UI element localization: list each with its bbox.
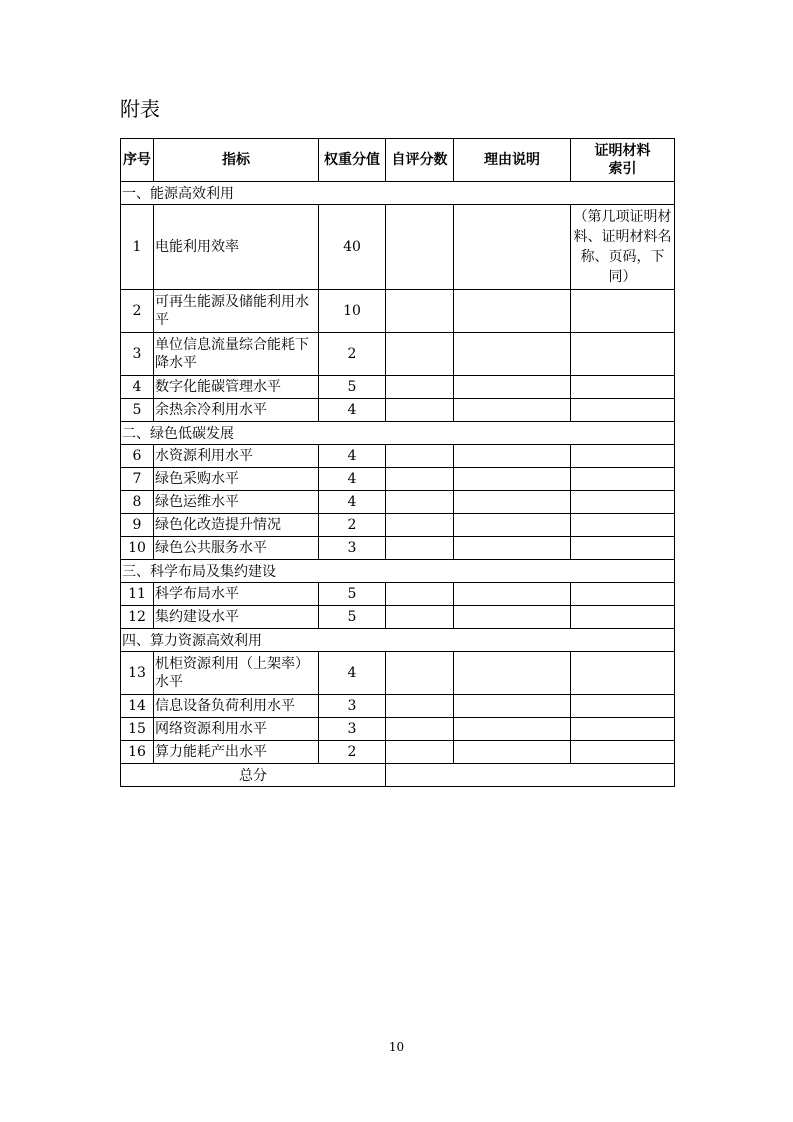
self-score-cell[interactable]	[386, 514, 454, 537]
table-row	[121, 652, 675, 695]
section-label: 四、算力资源高效利用	[121, 629, 675, 652]
section-label: 一、能源高效利用	[121, 182, 675, 205]
weight-value: 3	[319, 718, 386, 741]
reason-cell[interactable]	[454, 399, 571, 422]
table-row	[121, 491, 675, 514]
evidence-cell[interactable]	[571, 290, 675, 333]
weight-value: 2	[319, 741, 386, 764]
evidence-cell[interactable]	[571, 399, 675, 422]
header-indicator: 指标	[154, 139, 319, 182]
indicator-name: 集约建设水平	[154, 606, 319, 629]
weight-value: 40	[319, 205, 386, 290]
header-reason: 理由说明	[454, 139, 571, 182]
indicator-name: 单位信息流量综合能耗下降水平	[154, 333, 319, 376]
indicator-name: 网络资源利用水平	[154, 718, 319, 741]
weight-value: 3	[319, 695, 386, 718]
self-score-cell[interactable]	[386, 290, 454, 333]
header-evidence-line2: 索引	[608, 161, 637, 177]
weight-value: 5	[319, 583, 386, 606]
row-number: 16	[121, 741, 154, 764]
evidence-cell[interactable]	[571, 652, 675, 695]
page-title: 附表	[120, 97, 160, 121]
indicator-name: 绿色化改造提升情况	[154, 514, 319, 537]
indicator-name: 绿色运维水平	[154, 491, 319, 514]
reason-cell[interactable]	[454, 514, 571, 537]
table-row	[121, 741, 675, 764]
reason-cell[interactable]	[454, 290, 571, 333]
self-score-cell[interactable]	[386, 399, 454, 422]
indicator-name: 水资源利用水平	[154, 445, 319, 468]
indicator-name: 绿色公共服务水平	[154, 537, 319, 560]
evidence-cell[interactable]	[571, 741, 675, 764]
evidence-cell[interactable]	[571, 537, 675, 560]
section-row	[121, 560, 675, 583]
self-score-cell[interactable]	[386, 537, 454, 560]
weight-value: 5	[319, 376, 386, 399]
total-label: 总分	[121, 764, 386, 787]
table-row	[121, 606, 675, 629]
weight-value: 5	[319, 606, 386, 629]
self-score-cell[interactable]	[386, 583, 454, 606]
weight-value: 4	[319, 652, 386, 695]
weight-value: 2	[319, 333, 386, 376]
self-score-cell[interactable]	[386, 491, 454, 514]
indicator-name: 余热余冷利用水平	[154, 399, 319, 422]
table-row	[121, 583, 675, 606]
reason-cell[interactable]	[454, 468, 571, 491]
reason-cell[interactable]	[454, 741, 571, 764]
row-number: 1	[121, 205, 154, 290]
evidence-cell[interactable]	[571, 333, 675, 376]
weight-value: 3	[319, 537, 386, 560]
row-number: 4	[121, 376, 154, 399]
reason-cell[interactable]	[454, 652, 571, 695]
weight-value: 4	[319, 445, 386, 468]
reason-cell[interactable]	[454, 491, 571, 514]
evidence-cell[interactable]	[571, 445, 675, 468]
row-number: 3	[121, 333, 154, 376]
weight-value: 4	[319, 468, 386, 491]
table-row	[121, 468, 675, 491]
total-row	[121, 764, 675, 787]
indicator-name: 科学布局水平	[154, 583, 319, 606]
weight-value: 4	[319, 399, 386, 422]
table-row	[121, 445, 675, 468]
table-row	[121, 205, 675, 290]
indicator-name: 算力能耗产出水平	[154, 741, 319, 764]
row-number: 2	[121, 290, 154, 333]
table-row	[121, 376, 675, 399]
indicator-name: 信息设备负荷利用水平	[154, 695, 319, 718]
header-no: 序号	[121, 139, 154, 182]
section-row	[121, 422, 675, 445]
table-row	[121, 333, 675, 376]
evidence-cell[interactable]	[571, 606, 675, 629]
indicator-name: 绿色采购水平	[154, 468, 319, 491]
page-number: 10	[388, 1040, 405, 1054]
section-row	[121, 182, 675, 205]
row-number: 9	[121, 514, 154, 537]
row-number: 11	[121, 583, 154, 606]
score-table	[120, 138, 675, 787]
section-row	[121, 629, 675, 652]
evidence-cell[interactable]	[571, 376, 675, 399]
self-score-cell[interactable]	[386, 205, 454, 290]
header-evidence	[571, 139, 675, 182]
reason-cell[interactable]	[454, 718, 571, 741]
reason-cell[interactable]	[454, 445, 571, 468]
weight-value: 4	[319, 491, 386, 514]
reason-cell[interactable]	[454, 606, 571, 629]
evidence-cell[interactable]	[571, 583, 675, 606]
table-row	[121, 290, 675, 333]
reason-cell[interactable]	[454, 205, 571, 290]
indicator-name: 数字化能碳管理水平	[154, 376, 319, 399]
self-score-cell[interactable]	[386, 652, 454, 695]
row-number: 12	[121, 606, 154, 629]
evidence-cell[interactable]	[571, 468, 675, 491]
reason-cell[interactable]	[454, 376, 571, 399]
table-row	[121, 537, 675, 560]
weight-value: 10	[319, 290, 386, 333]
section-label: 三、科学布局及集约建设	[121, 560, 675, 583]
header-row	[121, 139, 675, 182]
self-score-cell[interactable]	[386, 333, 454, 376]
reason-cell[interactable]	[454, 583, 571, 606]
self-score-cell[interactable]	[386, 741, 454, 764]
indicator-name: 可再生能源及储能利用水平	[154, 290, 319, 333]
self-score-cell[interactable]	[386, 445, 454, 468]
row-number: 5	[121, 399, 154, 422]
self-score-cell[interactable]	[386, 718, 454, 741]
header-weight: 权重分值	[319, 139, 386, 182]
reason-cell[interactable]	[454, 695, 571, 718]
row-number: 10	[121, 537, 154, 560]
total-score-cell[interactable]	[386, 764, 675, 787]
self-score-cell[interactable]	[386, 376, 454, 399]
row-number: 6	[121, 445, 154, 468]
reason-cell[interactable]	[454, 537, 571, 560]
weight-value: 2	[319, 514, 386, 537]
table-row	[121, 399, 675, 422]
self-score-cell[interactable]	[386, 695, 454, 718]
evidence-cell[interactable]	[571, 718, 675, 741]
table-row	[121, 695, 675, 718]
row-number: 7	[121, 468, 154, 491]
reason-cell[interactable]	[454, 333, 571, 376]
evidence-note: （第几项证明材料、证明材料名称、页码，下同）	[571, 205, 675, 290]
self-score-cell[interactable]	[386, 468, 454, 491]
indicator-name: 电能利用效率	[154, 205, 319, 290]
row-number: 8	[121, 491, 154, 514]
row-number: 15	[121, 718, 154, 741]
table-row	[121, 718, 675, 741]
header-self-score: 自评分数	[386, 139, 454, 182]
evidence-cell[interactable]	[571, 491, 675, 514]
section-label: 二、绿色低碳发展	[121, 422, 675, 445]
self-score-cell[interactable]	[386, 606, 454, 629]
row-number: 14	[121, 695, 154, 718]
header-evidence-line1: 证明材料	[594, 143, 651, 159]
row-number: 13	[121, 652, 154, 695]
evidence-cell[interactable]	[571, 695, 675, 718]
evidence-cell[interactable]	[571, 514, 675, 537]
indicator-name: 机柜资源利用（上架率）水平	[154, 652, 319, 695]
table-row	[121, 514, 675, 537]
